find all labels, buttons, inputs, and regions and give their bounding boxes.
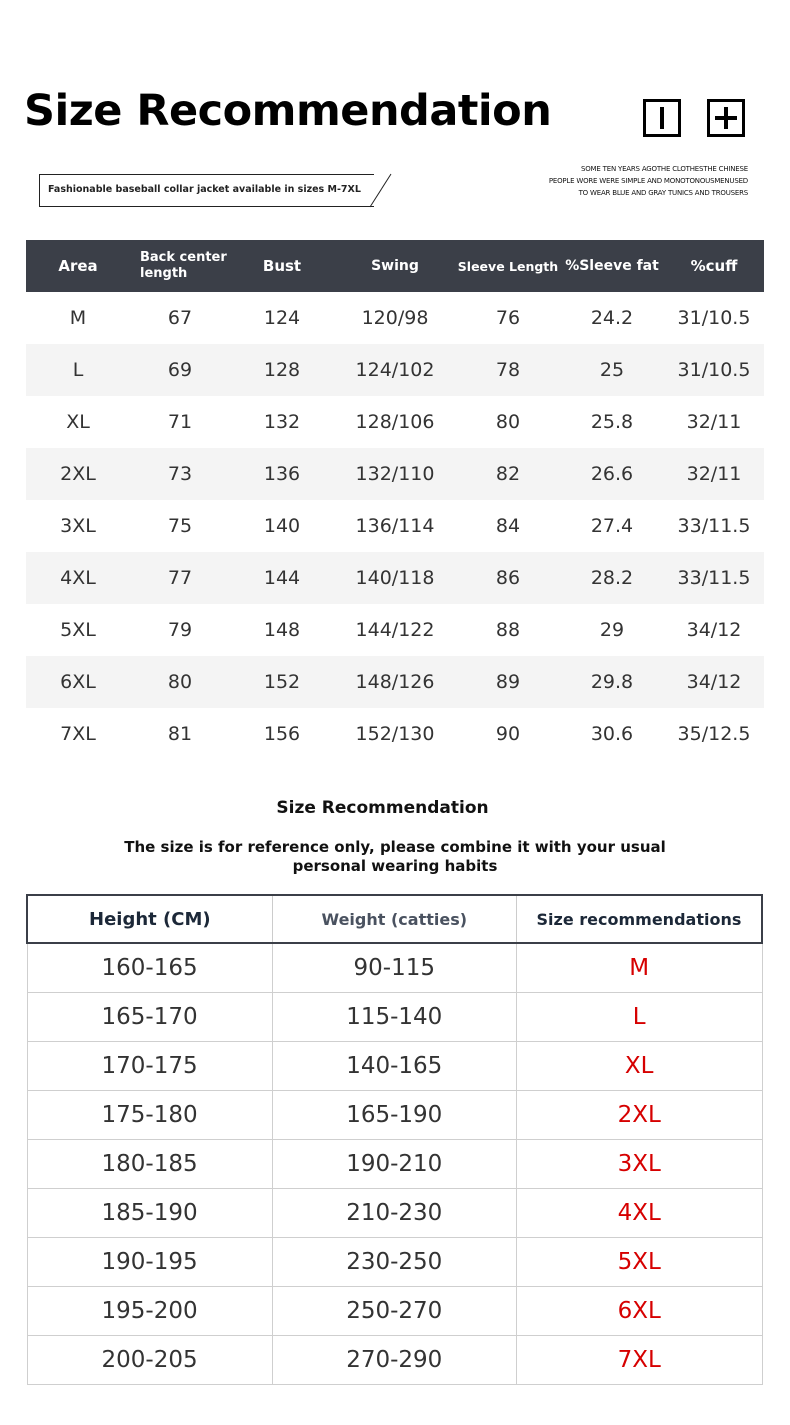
table-cell: 140/118	[355, 567, 435, 589]
table-cell: 165-190	[272, 1091, 516, 1140]
table-cell: 144	[263, 567, 301, 589]
table-cell: 32/11	[686, 463, 742, 485]
recommendation-header	[27, 895, 762, 943]
table-cell: 31/10.5	[677, 307, 751, 329]
table-cell: 124/102	[355, 359, 435, 381]
blurb-line: TO WEAR BLUE AND GRAY TUNICS AND TROUSERS	[578, 189, 748, 197]
column-header: Size recommendations	[516, 895, 762, 943]
table-cell: 250-270	[272, 1287, 516, 1336]
table-cell: 34/12	[686, 619, 742, 641]
table-cell: XL	[66, 411, 90, 433]
table-cell: 195-200	[27, 1287, 272, 1336]
tagline-slash	[369, 172, 393, 209]
table-cell: 34/12	[686, 671, 742, 693]
table-cell: 210-230	[272, 1189, 516, 1238]
table-cell: 160-165	[27, 943, 272, 993]
table-cell: 90-115	[272, 943, 516, 993]
size-cell: XL	[516, 1042, 762, 1091]
table-cell: 27.4	[590, 515, 634, 537]
column-header: Sleeve Length	[457, 258, 559, 274]
table-cell: 24.2	[590, 307, 634, 329]
section-note	[0, 838, 790, 876]
table-cell: 84	[495, 515, 521, 537]
table-cell: M	[69, 307, 87, 329]
table-cell: 132/110	[355, 463, 435, 485]
table-cell: 5XL	[60, 619, 96, 641]
section-title: Size Recommendation	[276, 798, 489, 818]
table-cell: 190-210	[272, 1140, 516, 1189]
size-cell: 6XL	[516, 1287, 762, 1336]
measurements-body	[26, 292, 764, 760]
table-row	[27, 1287, 762, 1336]
table-cell: 73	[167, 463, 193, 485]
recommendation-body	[27, 943, 762, 1385]
table-cell: 69	[167, 359, 193, 381]
table-row	[27, 1140, 762, 1189]
table-cell: 7XL	[60, 723, 96, 745]
blurb-line: SOME TEN YEARS AGOTHE CLOTHESTHE CHINESE	[581, 165, 748, 173]
table-cell: 78	[495, 359, 521, 381]
table-row	[27, 1238, 762, 1287]
table-cell: 124	[263, 307, 301, 329]
table-cell: 132	[263, 411, 301, 433]
note-line: The size is for reference only, please combine it with your usual	[124, 838, 666, 856]
table-row	[26, 448, 764, 500]
measurements-table	[26, 240, 764, 760]
size-cell: M	[516, 943, 762, 993]
table-cell: 75	[167, 515, 193, 537]
table-cell: 90	[495, 723, 521, 745]
table-cell: 148/126	[355, 671, 435, 693]
table-cell: 115-140	[272, 993, 516, 1042]
table-cell: 80	[495, 411, 521, 433]
table-cell: 76	[495, 307, 521, 329]
note-line: personal wearing habits	[292, 857, 498, 875]
column-header: %cuff	[690, 257, 738, 275]
size-cell: 5XL	[516, 1238, 762, 1287]
table-cell: 175-180	[27, 1091, 272, 1140]
table-cell: 77	[167, 567, 193, 589]
column-header: Back center length	[140, 250, 227, 281]
table-cell: 152/130	[355, 723, 435, 745]
column-header: Bust	[262, 257, 302, 275]
table-cell: 6XL	[60, 671, 96, 693]
table-cell: 185-190	[27, 1189, 272, 1238]
recommendation-table	[26, 894, 763, 1385]
table-cell: 67	[167, 307, 193, 329]
column-header: Height (CM)	[27, 895, 272, 943]
table-cell: 136/114	[355, 515, 435, 537]
table-cell: 29	[599, 619, 625, 641]
table-cell: 80	[167, 671, 193, 693]
table-cell: 152	[263, 671, 301, 693]
table-cell: 140-165	[272, 1042, 516, 1091]
table-cell: 165-170	[27, 993, 272, 1042]
table-row	[26, 292, 764, 344]
table-row	[26, 500, 764, 552]
table-row	[26, 552, 764, 604]
size-cell: 2XL	[516, 1091, 762, 1140]
table-cell: 86	[495, 567, 521, 589]
table-row	[27, 1336, 762, 1385]
table-cell: L	[72, 359, 84, 381]
table-cell: 79	[167, 619, 193, 641]
plus-icon	[707, 99, 745, 137]
column-header: %Sleeve fat	[565, 258, 659, 274]
table-cell: 31/10.5	[677, 359, 751, 381]
table-cell: 144/122	[355, 619, 435, 641]
table-cell: 170-175	[27, 1042, 272, 1091]
column-header: Weight (catties)	[272, 895, 516, 943]
tagline: Fashionable baseball collar jacket available in sizes M-7XL	[39, 174, 374, 207]
table-cell: 81	[167, 723, 193, 745]
table-row	[26, 344, 764, 396]
table-row	[27, 1042, 762, 1091]
table-cell: 148	[263, 619, 301, 641]
table-cell: 200-205	[27, 1336, 272, 1385]
blurb-line: PEOPLE WORE WERE SIMPLE AND MONOTONOUSMENUSED	[548, 177, 748, 185]
table-row	[26, 396, 764, 448]
table-cell: 180-185	[27, 1140, 272, 1189]
table-cell: 128/106	[355, 411, 435, 433]
table-cell: 26.6	[590, 463, 634, 485]
table-row	[27, 1189, 762, 1238]
size-cell: 3XL	[516, 1140, 762, 1189]
table-cell: 120/98	[361, 307, 429, 329]
size-cell: 7XL	[516, 1336, 762, 1385]
table-cell: 28.2	[590, 567, 634, 589]
table-cell: 30.6	[590, 723, 634, 745]
table-cell: 3XL	[60, 515, 96, 537]
table-cell: 33/11.5	[677, 515, 751, 537]
measurements-header	[26, 240, 764, 292]
table-cell: 88	[495, 619, 521, 641]
table-row	[26, 604, 764, 656]
table-cell: 136	[263, 463, 301, 485]
table-cell: 140	[263, 515, 301, 537]
table-cell: 25	[599, 359, 625, 381]
table-row	[27, 943, 762, 993]
table-cell: 128	[263, 359, 301, 381]
page-title: Size Recommendation	[24, 86, 552, 136]
table-cell: 270-290	[272, 1336, 516, 1385]
minus-icon	[643, 99, 681, 137]
table-cell: 33/11.5	[677, 567, 751, 589]
blurb	[549, 163, 748, 199]
table-cell: 190-195	[27, 1238, 272, 1287]
table-cell: 82	[495, 463, 521, 485]
table-row	[27, 1091, 762, 1140]
column-header: Swing	[371, 258, 419, 274]
table-cell: 89	[495, 671, 521, 693]
table-cell: 2XL	[60, 463, 96, 485]
table-cell: 29.8	[590, 671, 634, 693]
table-row	[26, 708, 764, 760]
size-cell: L	[516, 993, 762, 1042]
table-cell: 4XL	[60, 567, 96, 589]
table-cell: 230-250	[272, 1238, 516, 1287]
table-cell: 71	[167, 411, 193, 433]
table-row	[27, 993, 762, 1042]
table-cell: 156	[263, 723, 301, 745]
table-cell: 35/12.5	[677, 723, 751, 745]
column-header: Area	[58, 257, 98, 275]
size-cell: 4XL	[516, 1189, 762, 1238]
table-cell: 32/11	[686, 411, 742, 433]
table-row	[26, 656, 764, 708]
table-cell: 25.8	[590, 411, 634, 433]
